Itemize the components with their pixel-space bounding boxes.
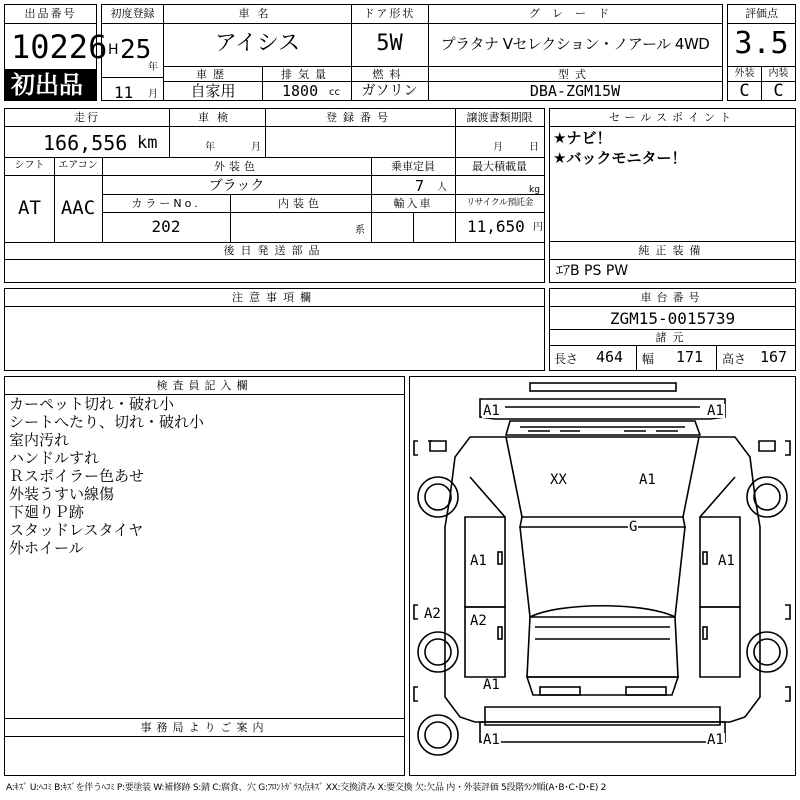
interior-color-unit: 系 <box>355 225 365 236</box>
color-label: 外装色 <box>214 160 259 173</box>
fuel: ガソリン <box>361 83 418 99</box>
displacement-label: 排気量 <box>281 68 332 81</box>
era-letter: H <box>108 42 119 58</box>
import-label: 輸入車 <box>393 197 433 210</box>
aircon: AAC <box>60 197 96 219</box>
chassis-number: ZGM15-0015739 <box>609 309 736 328</box>
interior-color-label: 内装色 <box>278 197 323 210</box>
inspector-label: 検査員記入欄 <box>156 379 253 392</box>
displacement-unit: cc <box>329 87 340 98</box>
selling-point-item: ★バックモニター！ <box>553 149 687 167</box>
grade: プラタナ Vセレクション・ノアール 4WD <box>440 35 710 53</box>
interior-grade: C <box>773 81 784 101</box>
transfer-month-unit: 月 <box>493 142 503 153</box>
fuel-label: 燃料 <box>372 68 407 81</box>
month-unit: 月 <box>148 89 158 100</box>
recycle-label: リサイクル預託金 <box>466 198 533 208</box>
office-label: 事務局よりご案内 <box>140 721 269 734</box>
capacity-label: 乗車定員 <box>391 160 435 173</box>
notes-label: 注意事項欄 <box>232 291 317 304</box>
recycle-unit: 円 <box>533 222 543 233</box>
history-label: 車歴 <box>196 68 230 81</box>
grade-label: グレード <box>529 7 621 20</box>
lot-number: 10226 <box>11 28 108 66</box>
reg-number-label: 登録番号 <box>326 111 394 124</box>
inspection-month-unit: 月 <box>251 142 261 153</box>
score-label: 評価点 <box>745 7 778 20</box>
damage-mark: A2 <box>424 606 441 622</box>
era-year: 25 <box>120 35 152 65</box>
selling-points-label: セールスポイント <box>608 111 736 124</box>
aircon-label: エアコン <box>58 160 98 171</box>
inspector-box <box>4 376 405 719</box>
car-outline <box>410 377 795 775</box>
dims-label: 諸元 <box>655 331 690 344</box>
inspector-line: 外ホイール <box>9 539 84 557</box>
mileage-unit: km <box>137 133 158 153</box>
damage-mark: A2 <box>470 613 487 629</box>
exterior-label: 外装 <box>734 68 755 79</box>
model: DBA-ZGM15W <box>529 82 621 100</box>
inspection-label: 車検 <box>198 111 236 124</box>
inspector-line: スタッドレスタイヤ <box>9 521 144 539</box>
score: 3.5 <box>734 26 789 61</box>
exterior-color: ブラック <box>208 178 265 194</box>
exterior-grade: C <box>739 81 750 101</box>
load-unit: kg <box>529 185 540 195</box>
recycle-fee: 11,650 <box>467 217 525 236</box>
damage-mark: A1 <box>483 732 500 748</box>
damage-mark: XX <box>550 472 567 488</box>
damage-mark: A1 <box>470 553 487 569</box>
history: 自家用 <box>190 82 236 100</box>
lot-number-label: 出品番号 <box>24 7 77 20</box>
width-label: 幅 <box>642 352 655 366</box>
damage-diagram <box>409 376 796 776</box>
width: 171 <box>676 348 704 366</box>
equipment-box <box>549 241 796 283</box>
height: 167 <box>760 348 788 366</box>
length-label: 長さ <box>554 352 579 366</box>
damage-mark: G <box>629 519 638 535</box>
mileage-label: 走行 <box>74 111 100 124</box>
damage-mark: A1 <box>707 732 724 748</box>
length: 464 <box>596 348 624 366</box>
inspector-line: Ｒスポイラー色あせ <box>9 467 145 485</box>
office-box <box>4 718 405 776</box>
damage-mark: A1 <box>639 472 656 488</box>
car-name: アイシス <box>214 31 301 56</box>
inspector-line: 室内汚れ <box>9 431 70 449</box>
damage-mark: A1 <box>483 403 500 419</box>
color-no-label: カラーNo. <box>131 197 201 210</box>
selling-points-box <box>549 108 796 242</box>
spec-table <box>4 108 545 283</box>
chassis-box <box>549 288 796 371</box>
inspector-line: 下廻りＰ跡 <box>9 503 85 521</box>
later-parts-label: 後日発送部品 <box>223 244 326 257</box>
notes-box <box>4 288 545 371</box>
door-label: ドア形状 <box>363 7 416 20</box>
damage-mark: A1 <box>718 553 735 569</box>
damage-mark: A1 <box>483 677 500 693</box>
mileage: 166,556 <box>43 131 128 155</box>
shift-label: シフト <box>14 160 45 171</box>
max-load-label: 最大積載量 <box>472 160 527 173</box>
selling-point-item: ★ナビ！ <box>553 129 612 147</box>
damage-mark: A1 <box>707 403 724 419</box>
vehicle-header-box <box>163 4 723 101</box>
equipment-value: ｴｱB PS PW <box>556 263 629 279</box>
damage-legend: A:ｷｽﾞ U:ﾍｺﾐ B:ｷｽﾞを伴うﾍｺﾐ P:要塗装 W:補修跡 S:錆 C:腐食、穴 G:ﾌﾛﾝﾄｶﾞﾗｽ点ｷｽﾞ XX:交換済み X:要交換 欠:欠品 内・外装評価 5段階ﾗﾝｸ順(A･B･C･D･E) 2 <box>6 783 607 793</box>
reg-month: 11 <box>114 83 134 102</box>
model-label: 型式 <box>558 68 592 81</box>
year-unit: 年 <box>148 62 158 73</box>
score-box <box>727 4 796 101</box>
inspector-line: ハンドルすれ <box>9 449 100 467</box>
transfer-day-unit: 日 <box>529 142 539 153</box>
chassis-label: 車台番号 <box>640 291 705 304</box>
height-label: 高さ <box>722 352 747 366</box>
first-listing-text: 初出品 <box>11 71 83 99</box>
first-registration-box <box>101 4 164 101</box>
car-name-label: 車名 <box>238 7 277 20</box>
inspection-year-unit: 年 <box>205 142 215 153</box>
transfer-label: 譲渡書類期限 <box>466 111 533 124</box>
door-type: 5W <box>376 31 403 56</box>
first-registration-label: 初度登録 <box>110 7 155 20</box>
inspector-line: カーペット切れ・破れ小 <box>9 395 175 413</box>
lot-number-box <box>4 4 108 101</box>
capacity-unit: 人 <box>437 182 447 193</box>
capacity: 7 <box>415 177 425 195</box>
equipment-label: 純正装備 <box>638 244 707 257</box>
shift: AT <box>18 197 41 219</box>
color-no: 202 <box>151 217 181 236</box>
inspector-line: 外装うすい線傷 <box>9 485 115 503</box>
interior-label: 内装 <box>768 68 789 79</box>
displacement: 1800 <box>282 82 319 100</box>
inspector-line: シートへたり、切れ・破れ小 <box>9 413 205 431</box>
